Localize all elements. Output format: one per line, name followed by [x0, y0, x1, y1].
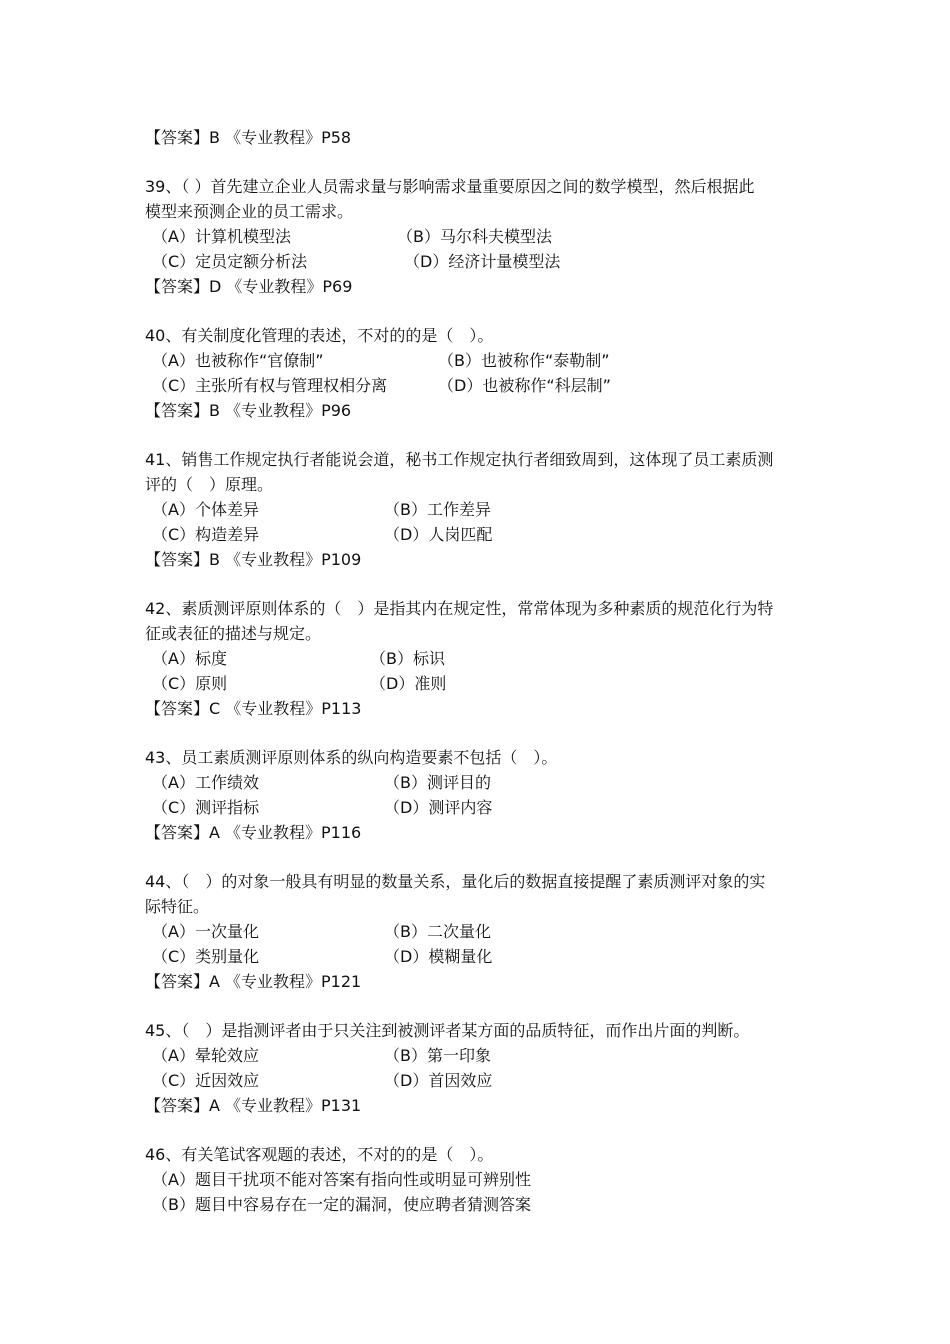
- question-43: [145, 745, 825, 845]
- option-b: （B）马尔科夫模型法: [397, 227, 552, 246]
- option-a: （A）工作绩效: [152, 773, 259, 792]
- question-stem: 45、（ ）是指测评者由于只关注到被测评者某方面的品质特征，而作出片面的判断。: [145, 1021, 750, 1040]
- question-stem: 征或表征的描述与规定。: [145, 624, 322, 643]
- option-d: （D）模糊量化: [384, 947, 493, 966]
- question-stem: 41、销售工作规定执行者能说会道，秘书工作规定执行者细致周到，这体现了员工素质测: [145, 450, 774, 469]
- question-stem: 39、（ ）首先建立企业人员需求量与影响需求量重要原因之间的数学模型，然后根据此: [145, 177, 755, 196]
- option-b: （B）二次量化: [384, 922, 491, 941]
- options-row: [145, 348, 825, 373]
- option-a: （A）题目干扰项不能对答案有指向性或明显可辨别性: [152, 1170, 531, 1189]
- options-row: [145, 1068, 825, 1093]
- option-a: （A）晕轮效应: [152, 1046, 259, 1065]
- option-b: （B）标识: [370, 649, 445, 668]
- option-a: （A）一次量化: [152, 922, 259, 941]
- question-40: [145, 323, 825, 423]
- question-stem: 46、有关笔试客观题的表述，不对的的是（ ）。: [145, 1145, 494, 1164]
- answer-line: 【答案】C 《专业教程》P113: [145, 699, 362, 718]
- option-d: （D）测评内容: [384, 798, 493, 817]
- answer-line: 【答案】B 《专业教程》P58: [145, 128, 352, 147]
- answer-line: 【答案】B 《专业教程》P109: [145, 550, 362, 569]
- option-c: （C）主张所有权与管理权相分离: [152, 376, 388, 395]
- question-44: [145, 869, 825, 994]
- option-b: （B）第一印象: [384, 1046, 491, 1065]
- question-stem: 43、员工素质测评原则体系的纵向构造要素不包括（ ）。: [145, 748, 558, 767]
- option-c: （C）构造差异: [152, 525, 260, 544]
- answer-line: 【答案】B 《专业教程》P96: [145, 401, 352, 420]
- exam-content: [145, 125, 825, 1217]
- option-c: （C）定员定额分析法: [152, 252, 308, 271]
- question-stem: 44、（ ）的对象一般具有明显的数量关系，量化后的数据直接提醒了素质测评对象的实: [145, 872, 766, 891]
- answer-line: 【答案】A 《专业教程》P131: [145, 1096, 362, 1115]
- question-45: [145, 1018, 825, 1118]
- option-b: （B）也被称作“泰勒制”: [438, 351, 610, 370]
- option-c: （C）测评指标: [152, 798, 260, 817]
- option-d: （D）首因效应: [384, 1071, 493, 1090]
- options-row: [145, 1043, 825, 1068]
- question-46: [145, 1142, 825, 1217]
- options-row: [145, 919, 825, 944]
- answer-line: 【答案】A 《专业教程》P121: [145, 972, 362, 991]
- options-row: [145, 249, 825, 274]
- options-row: [145, 671, 825, 696]
- options-row: [145, 373, 825, 398]
- options-row: [145, 522, 825, 547]
- option-b: （B）测评目的: [384, 773, 491, 792]
- option-d: （D）也被称作“科层制”: [438, 376, 611, 395]
- question-stem: 40、有关制度化管理的表述，不对的的是（ ）。: [145, 326, 494, 345]
- option-c: （C）类别量化: [152, 947, 260, 966]
- options-row: [145, 944, 825, 969]
- question-stem: 评的（ ）原理。: [145, 475, 274, 494]
- answer-line: 【答案】A 《专业教程》P116: [145, 823, 362, 842]
- option-d: （D）人岗匹配: [384, 525, 493, 544]
- question-stem: 模型来预测企业的员工需求。: [145, 202, 354, 221]
- option-a: （A）标度: [152, 649, 227, 668]
- option-a: （A）也被称作“官僚制”: [152, 351, 324, 370]
- options-row: [145, 795, 825, 820]
- question-stem: 42、素质测评原则体系的（ ）是指其内在规定性，常常体现为多种素质的规范化行为特: [145, 599, 774, 618]
- question-41: [145, 447, 825, 572]
- answer-line: 【答案】D 《专业教程》P69: [145, 277, 353, 296]
- options-row: [145, 646, 825, 671]
- option-b: （B）工作差异: [384, 500, 491, 519]
- option-a: （A）个体差异: [152, 500, 259, 519]
- option-c: （C）近因效应: [152, 1071, 260, 1090]
- options-row: [145, 770, 825, 795]
- question-42: [145, 596, 825, 721]
- question-stem: 际特征。: [145, 897, 210, 916]
- question-39: [145, 174, 825, 299]
- option-d: （D）准则: [370, 674, 447, 693]
- option-d: （D）经济计量模型法: [404, 252, 561, 271]
- option-b: （B）题目中容易存在一定的漏洞，使应聘者猜测答案: [152, 1195, 531, 1214]
- options-row: [145, 497, 825, 522]
- option-a: （A）计算机模型法: [152, 227, 291, 246]
- options-row: [145, 224, 825, 249]
- option-c: （C）原则: [152, 674, 228, 693]
